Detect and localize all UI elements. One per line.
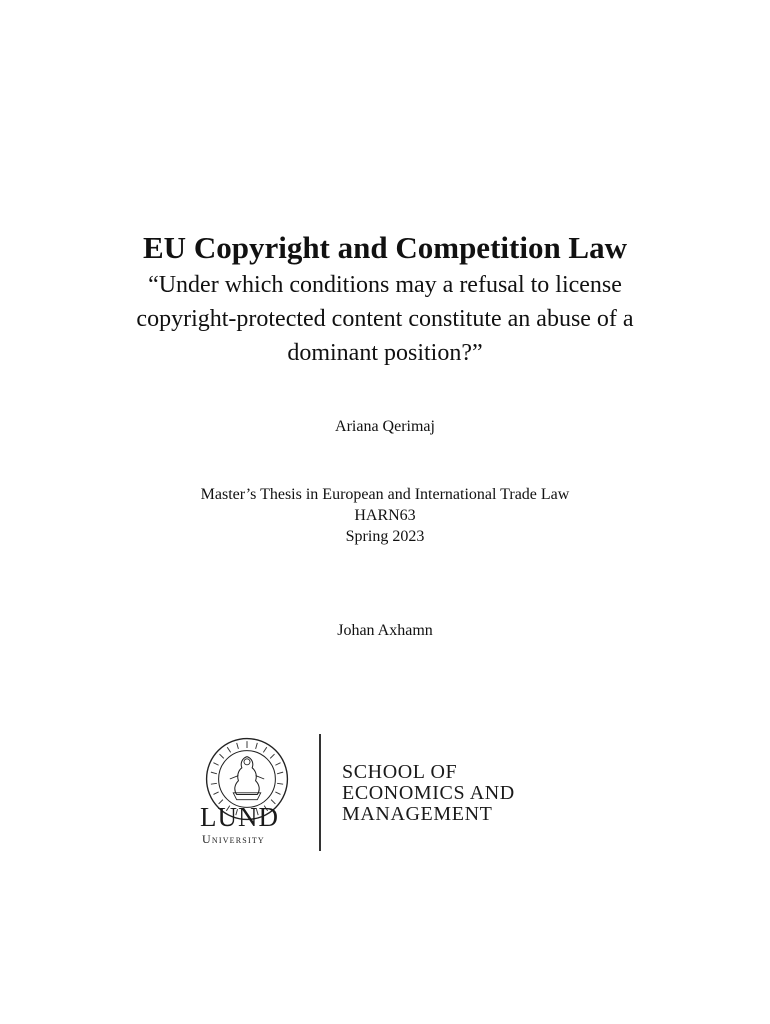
thesis-info xyxy=(0,484,770,547)
school-name-line-1: SCHOOL OF xyxy=(342,761,458,783)
logo-divider xyxy=(319,734,321,851)
school-name-line-2: ECONOMICS AND xyxy=(342,782,515,804)
lund-university-logo xyxy=(196,732,576,852)
thesis-description: Master’s Thesis in European and International Trade Law xyxy=(200,486,570,503)
school-name-line-3: MANAGEMENT xyxy=(342,803,493,825)
university-word: University xyxy=(202,832,265,846)
term: Spring 2023 xyxy=(345,528,425,545)
course-code: HARN63 xyxy=(354,507,416,524)
author-name: Ariana Qerimaj xyxy=(335,418,435,435)
supervisor-name: Johan Axhamn xyxy=(337,622,433,639)
thesis-title: EU Copyright and Competition Law xyxy=(143,230,627,265)
university-name: LUND xyxy=(200,802,279,832)
thesis-subtitle: “Under which conditions may a refusal to license copyright-protected content constitute an abuse of a dominant position?” xyxy=(136,272,634,366)
school-name xyxy=(342,762,515,825)
